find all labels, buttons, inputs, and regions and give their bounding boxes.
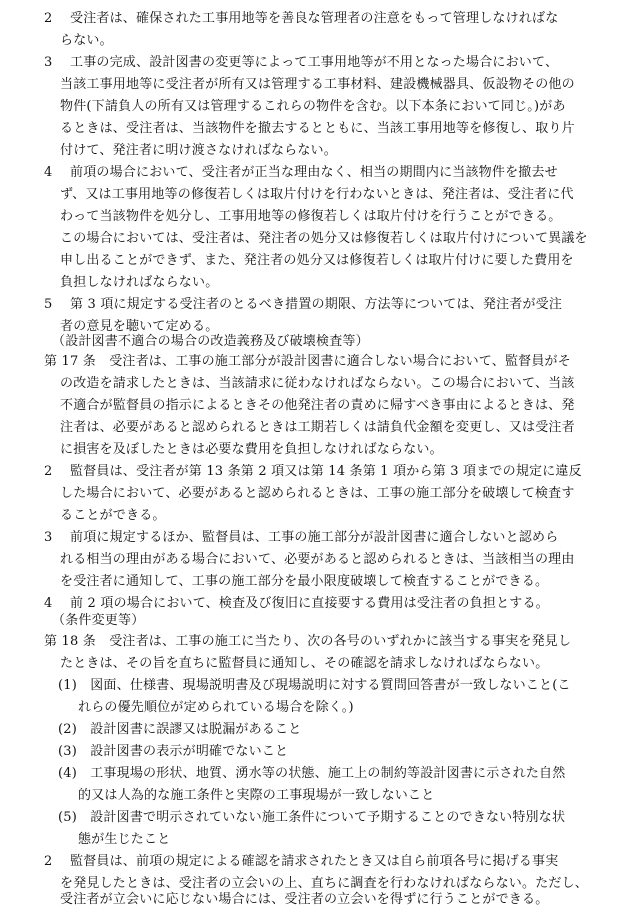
clause-5-line-2: 者の意見を聴いて定める。 [60, 319, 219, 334]
art-17-line-4: 注者は、必要があると認められるときは工期若しくは請負代金額を変更し、又は受注者 [60, 420, 575, 435]
art-17-line-5: に損害を及ぼしたときは必要な費用を負担しなければならない。 [60, 442, 443, 457]
item-3: (3) 設計図書の表示が明確でないこと [58, 744, 289, 759]
art-18-2-line-3: 受注者が立会いに応じない場合には、受注者の立会いを得ずに行うことができる。 [60, 892, 549, 907]
art-17-2-line-1: 2 監督員は、受注者が第 13 条第 2 項又は第 14 条第 1 項から第 3 項までの規定に違反 [44, 464, 582, 479]
art-17-3-line-2: れる相当の理由がある場合において、必要があると認められるときは、当該相当の理由 [60, 552, 575, 567]
item-4-line-1: (4) 工事現場の形状、地質、湧水等の状態、施工上の制約等設計図書に示された自然 [58, 766, 566, 781]
clause-3-line-1: 3 工事の完成、設計図書の変更等によって工事用地等が不用となった場合において、 [44, 55, 559, 70]
clause-2-line-2: らない。 [60, 33, 113, 48]
clause-4-line-6: 負担しなければならない。 [60, 275, 219, 290]
art-17-2-line-2: した場合において、必要があると認められるときは、工事の施工部分を破壊して検査す [60, 486, 575, 501]
art-18-2-line-1: 2 監督員は、前項の規定による確認を請求されたとき又は自ら前項各号に掲げる事実 [44, 854, 559, 869]
clause-3-line-3: 物件(下請負人の所有又は管理するこれらの物件を含む。以下本条において同じ。)があ [60, 99, 566, 114]
clause-4-line-2: ず、又は工事用地等の修復若しくは取片付けを行わないときは、発注者は、受注者に代 [60, 187, 574, 202]
clause-3-line-2: 当該工事用地等に受注者が所有又は管理する工事材料、建設機械器具、仮設物その他の [60, 77, 575, 92]
clause-4-line-1: 4 前項の場合において、受注者が正当な理由なく、相当の期間内に当該物件を撤去せ [44, 165, 558, 180]
clause-4-line-3: わって当該物件を処分し、工事用地等の修復若しくは取片付けを行うことができる。 [60, 209, 562, 224]
art-17-line-2: の改造を請求したときは、当該請求に従わなければならない。この場合において、当該 [60, 376, 575, 391]
clause-3-line-5: 付けて、発注者に明け渡さなければならない。 [60, 143, 337, 158]
item-4-line-2: 的又は人為的な施工条件と実際の工事現場が一致しないこと [78, 788, 435, 803]
item-5-line-2: 態が生じたこと [78, 832, 171, 847]
item-2: (2) 設計図書に誤謬又は脱漏があること [58, 722, 302, 737]
art-17-2-line-3: ることができる。 [60, 508, 166, 523]
clause-3-line-4: るときは、受注者は、当該物件を撤去するとともに、当該工事用地等を修復し、取り片 [60, 121, 575, 136]
heading-art-17: （設計図書不適合の場合の改造義務及び破壊検査等） [52, 334, 369, 349]
clause-5-line-1: 5 第 3 項に規定する受注者のとるべき措置の期限、方法等については、発注者が受注 [44, 297, 563, 312]
art-17-4-line-1: 4 前 2 項の場合において、検査及び復旧に直接要する費用は受注者の負担とする。 [44, 596, 549, 611]
art-17-line-1: 第 17 条 受注者は、工事の施工部分が設計図書に適合しない場合において、監督員がそ [44, 354, 571, 369]
item-5-line-1: (5) 設計図書で明示されていない施工条件について予期することのできない特別な状 [58, 810, 566, 825]
clause-2-line-1: 2 受注者は、確保された工事用地等を善良な管理者の注意をもって管理しなければな [44, 11, 559, 26]
art-17-line-3: 不適合が監督員の指示によるときその他発注者の責めに帰すべき事由によるときは、発 [60, 398, 575, 413]
art-18-line-2: たときは、その旨を直ちに監督員に通知し、その確認を請求しなければならない。 [60, 656, 549, 671]
heading-art-18: （条件変更等） [52, 613, 145, 628]
art-18-line-1: 第 18 条 受注者は、工事の施工に当たり、次の各号のいずれかに該当する事実を発見し [44, 634, 572, 649]
item-1-line-1: (1) 図面、仕様書、現場説明書及び現場説明に対する質問回答書が一致しないこと(こ [58, 678, 571, 693]
art-18-2-line-2: を発見したときは、受注者の立会いの上、直ちに調査を行わなければならない。ただし、 [60, 876, 589, 891]
art-17-3-line-3: を受注者に通知して、工事の施工部分を最小限度破壊して検査することができる。 [60, 574, 549, 589]
clause-4-line-4: この場合においては、受注者は、発注者の処分又は修復若しくは取片付けについて異議を [60, 231, 588, 246]
art-17-3-line-1: 3 前項に規定するほか、監督員は、工事の施工部分が設計図書に適合しないと認めら [44, 530, 559, 545]
clause-4-line-5: 申し出ることができず、また、発注者の処分又は修復若しくは取片付けに要した費用を [60, 253, 574, 268]
item-1-line-2: れらの優先順位が定められている場合を除く。) [78, 700, 354, 715]
